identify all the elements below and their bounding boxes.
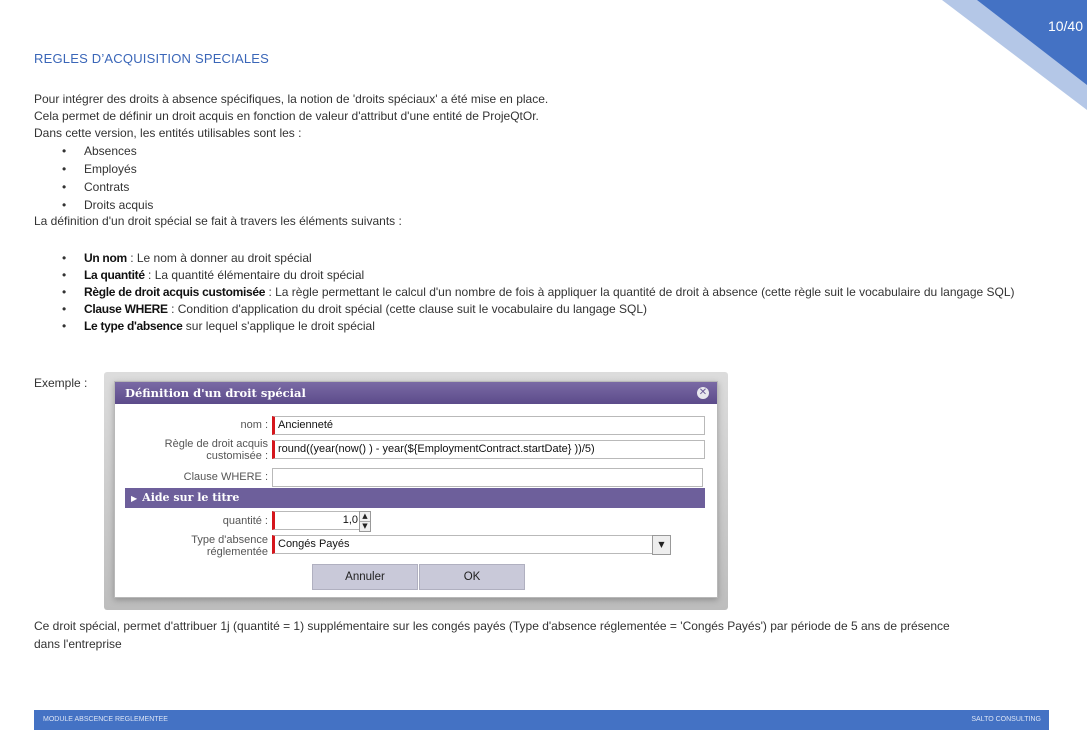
cancel-button[interactable]: Annuler [312, 564, 418, 590]
dialog-title-bar [115, 382, 717, 404]
regle-label-line-2: customisée : [206, 450, 268, 462]
arrow-down-icon[interactable]: ▼ [362, 522, 368, 530]
example-label: Exemple : [34, 376, 88, 390]
footer-left: MODULE ABSCENCE REGLEMENTEE [43, 716, 168, 723]
element-term: Le type d'absence [84, 319, 183, 333]
definition-intro: La définition d'un droit spécial se fait à travers les éléments suivants : [34, 214, 402, 228]
special-right-dialog [114, 381, 718, 598]
type-absence-select[interactable]: Congés Payés [272, 535, 655, 554]
list-item [34, 301, 1049, 318]
list-item [34, 250, 1049, 267]
element-desc: : La règle permettant le calcul d'un nombre de fois à appliquer la quantité de droit à absence (cette règle suit le vocabulaire du langage SQL) [265, 285, 1015, 299]
close-icon[interactable]: ✕ [698, 387, 708, 398]
where-label: Clause WHERE : [183, 471, 268, 483]
element-term: Un nom [84, 251, 127, 265]
entities-list [34, 142, 153, 214]
list-item: • Droits acquis [34, 196, 153, 214]
element-desc: : Le nom à donner au droit spécial [126, 251, 312, 265]
list-item: • Absences [34, 142, 153, 160]
dialog-title: Définition d'un droit spécial [125, 386, 306, 400]
type-label-line-2: réglementée [206, 546, 268, 558]
aide-label: Aide sur le titre [142, 491, 240, 504]
element-term: Règle de droit acquis customisée [84, 285, 266, 299]
intro-line-3: Dans cette version, les entités utilisables sont les : [34, 126, 302, 140]
type-label-line-1: Type d'absence [191, 534, 268, 546]
arrow-up-icon[interactable]: ▲ [360, 512, 370, 522]
conclusion-line-1: Ce droit spécial, permet d'attribuer 1j (quantité = 1) supplémentaire sur les congés payés (Type d'absence réglementée = 'Congés Payés') par période de 5 ans de présence [34, 619, 950, 633]
ok-button[interactable]: OK [419, 564, 525, 590]
elements-list [34, 250, 1049, 335]
intro-line-1: Pour intégrer des droits à absence spécifiques, la notion de 'droits spéciaux' a été mise en place. [34, 92, 549, 106]
chevron-down-icon[interactable]: ▼ [652, 535, 671, 555]
list-item [34, 267, 1049, 284]
quantite-label: quantité : [222, 515, 268, 527]
element-desc: : La quantité élémentaire du droit spécial [144, 268, 365, 282]
page-heading: REGLES D’ACQUISITION SPECIALES [34, 51, 270, 66]
list-item [34, 284, 1049, 301]
where-input[interactable] [272, 468, 703, 487]
list-item: • Employés [34, 160, 153, 178]
regle-input[interactable]: round((year(now() ) - year(${EmploymentContract.startDate} ))/5) [272, 440, 705, 459]
triangle-right-icon: ▶ [131, 494, 138, 503]
element-desc: sur lequel s'applique le droit spécial [182, 319, 375, 333]
conclusion-line-2: dans l'entreprise [34, 637, 122, 651]
footer-right: SALTO CONSULTING [971, 716, 1041, 723]
element-term: La quantité [84, 268, 145, 282]
type-label [125, 534, 268, 558]
aide-section-toggle[interactable] [125, 488, 705, 508]
element-term: Clause WHERE [84, 302, 168, 316]
page-number: 10/40 [1047, 18, 1083, 34]
quantite-stepper[interactable] [359, 511, 371, 532]
footer-bar [34, 710, 1049, 730]
quantite-input[interactable]: 1,0 [272, 511, 362, 530]
element-desc: : Condition d'application du droit spécial (cette clause suit le vocabulaire du langage SQL) [167, 302, 648, 316]
nom-label: nom : [240, 419, 268, 431]
intro-line-2: Cela permet de définir un droit acquis en fonction de valeur d'attribut d'une entité de ProjeQtOr. [34, 109, 539, 123]
regle-label [125, 438, 268, 462]
regle-label-line-1: Règle de droit acquis [164, 438, 268, 450]
nom-input[interactable]: Ancienneté [272, 416, 705, 435]
list-item: • Contrats [34, 178, 153, 196]
list-item [34, 318, 1049, 335]
corner-decoration [927, 0, 1087, 110]
